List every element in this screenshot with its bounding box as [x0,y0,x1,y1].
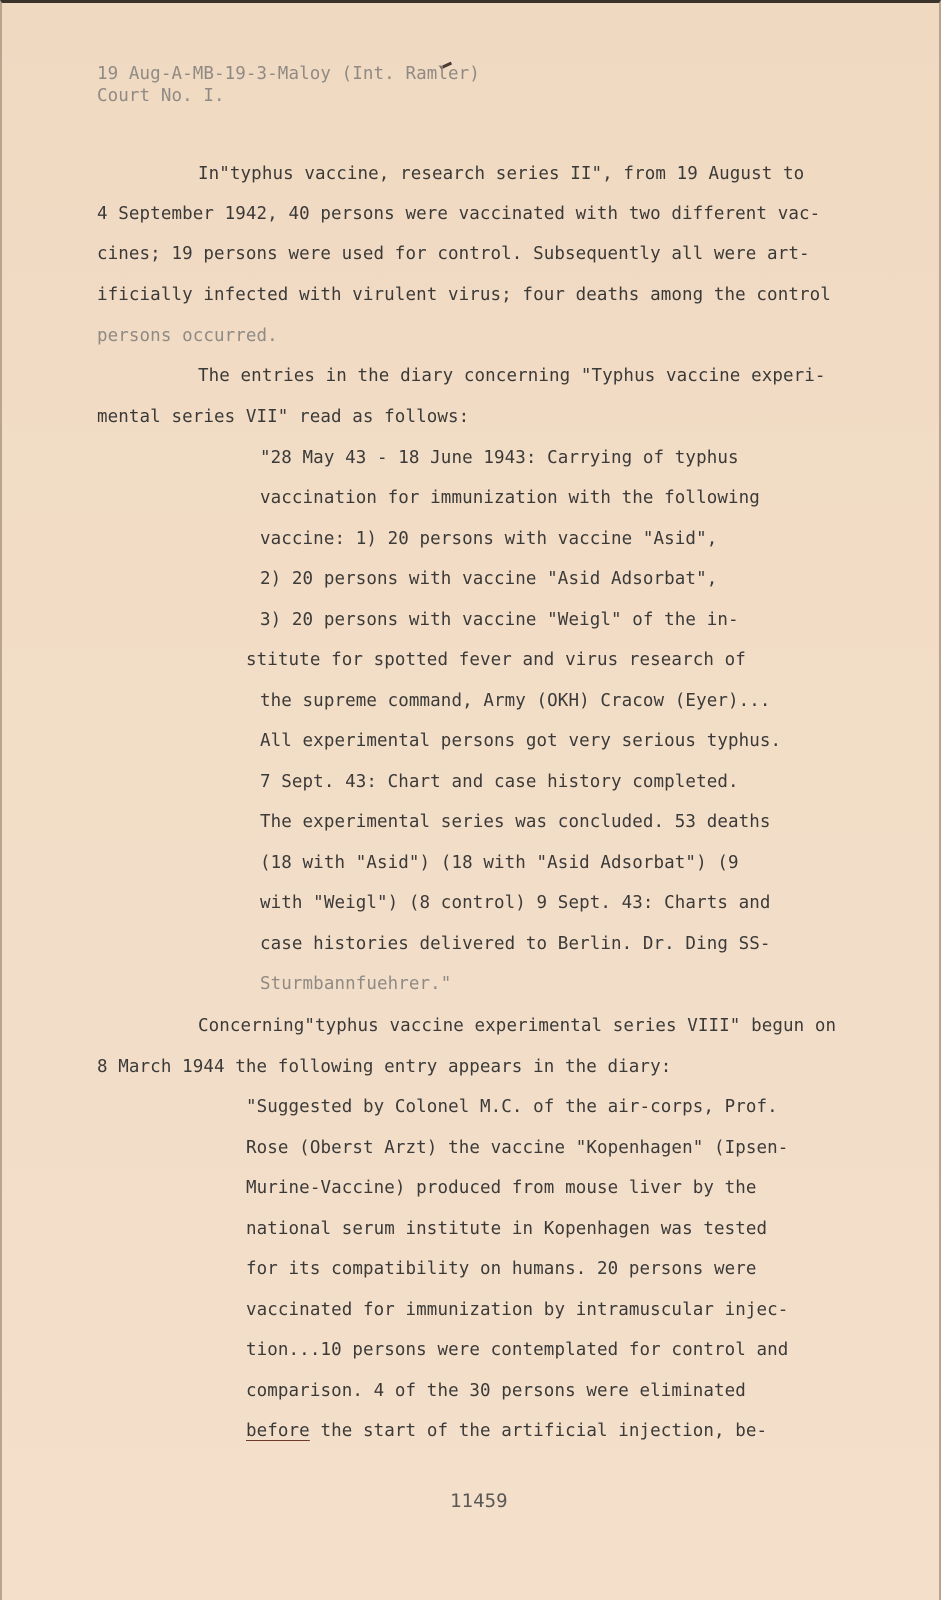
quote-1-line-14: Sturmbannfuehrer." [260,974,452,994]
paragraph-1-line-5: persons occurred. [97,326,278,346]
paragraph-1-line-1: In"typhus vaccine, research series II", from 19 August to [198,164,805,184]
quote-1-line-4: 2) 20 persons with vaccine "Asid Adsorbat", [260,569,718,589]
header-line-1: 19 Aug-A-MB-19-3-Maloy (Int. Ramler) [97,64,480,84]
quote-1-line-13: case histories delivered to Berlin. Dr. Ding SS- [260,934,771,954]
quote-2-line-1: "Suggested by Colonel M.C. of the air-corps, Prof. [246,1097,778,1117]
paragraph-3-line-2: 8 March 1944 the following entry appears in the diary: [97,1057,672,1077]
quote-1-line-1: "28 May 43 - 18 June 1943: Carrying of typhus [260,448,739,468]
quote-2-line-4: national serum institute in Kopenhagen was tested [246,1219,768,1239]
quote-1-line-6: stitute for spotted fever and virus research of [246,650,746,670]
paragraph-1-line-2: 4 September 1942, 40 persons were vaccinated with two different vac- [97,204,821,224]
paragraph-2-line-2: mental series VII" read as follows: [97,407,470,427]
quote-2-line-9 [246,1420,767,1442]
quote-2-line-9-rest: the start of the artificial injection, be- [309,1421,768,1441]
quote-1-line-5: 3) 20 persons with vaccine "Weigl" of the in- [260,610,739,630]
paragraph-3-line-1: Concerning"typhus vaccine experimental series VIII" begun on [198,1016,837,1036]
quote-1-line-2: vaccination for immunization with the following [260,488,760,508]
quote-2-line-8: comparison. 4 of the 30 persons were eliminated [246,1381,746,1401]
header-line-2: Court No. I. [97,86,225,106]
quote-2-line-5: for its compatibility on humans. 20 persons were [246,1259,757,1279]
quote-1-line-3: vaccine: 1) 20 persons with vaccine "Asid", [260,529,718,549]
quote-2-line-2: Rose (Oberst Arzt) the vaccine "Kopenhagen" (Ipsen- [246,1138,789,1158]
quote-2-line-7: tion...10 persons were contemplated for control and [246,1340,789,1360]
quote-1-line-9: 7 Sept. 43: Chart and case history completed. [260,772,739,792]
quote-1-line-12: with "Weigl") (8 control) 9 Sept. 43: Charts and [260,893,771,913]
paragraph-1-line-3: cines; 19 persons were used for control. Subsequently all were art- [97,244,810,264]
paragraph-2-line-1: The entries in the diary concerning "Typhus vaccine experi- [198,366,826,386]
quote-2-line-6: vaccinated for immunization by intramuscular injec- [246,1300,789,1320]
quote-1-line-8: All experimental persons got very serious typhus. [260,731,782,751]
underlined-word: before [246,1421,310,1441]
paragraph-1-line-4: ificially infected with virulent virus; four deaths among the control [97,285,831,305]
quote-1-line-11: (18 with "Asid") (18 with "Asid Adsorbat") (9 [260,853,739,873]
quote-1-line-10: The experimental series was concluded. 53 deaths [260,812,771,832]
quote-2-line-3: Murine-Vaccine) produced from mouse liver by the [246,1178,757,1198]
page-number: 11459 [450,1490,508,1512]
quote-1-line-7: the supreme command, Army (OKH) Cracow (Eyer)... [260,691,771,711]
